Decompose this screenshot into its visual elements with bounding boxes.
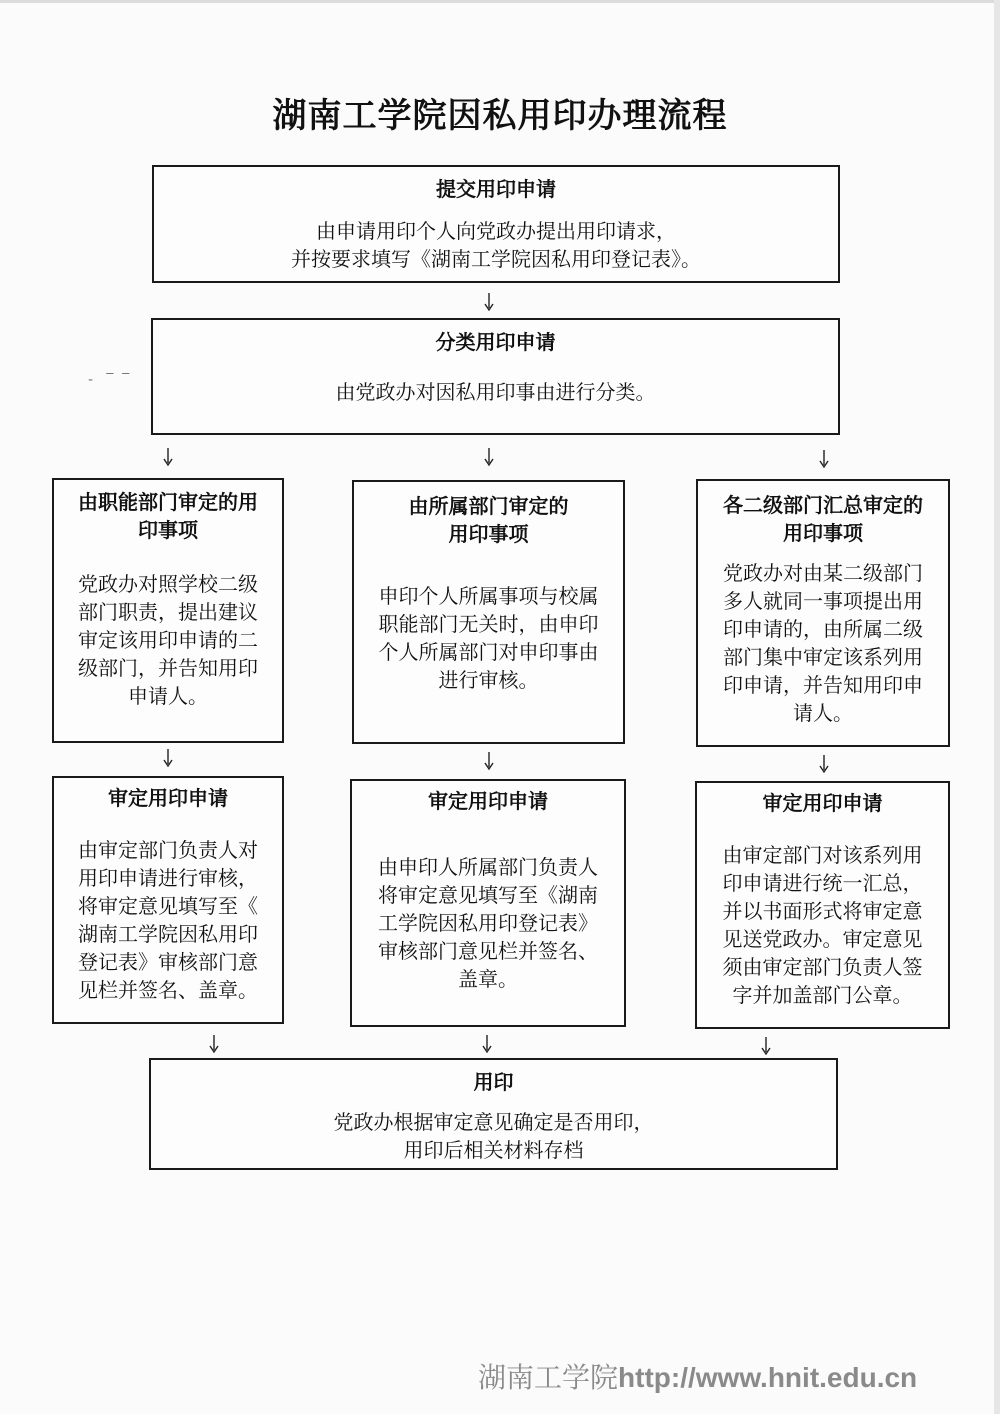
review-line: 盖章。 xyxy=(458,967,518,991)
step-seal-box xyxy=(149,1058,838,1170)
review-line: 由申印人所属部门负责人 xyxy=(378,855,598,879)
branch-line: 印申请，并告知用印申 xyxy=(723,673,923,697)
review-box-functional xyxy=(52,776,284,1024)
arrow-down-icon xyxy=(760,1036,772,1056)
branch-heading-line: 由职能部门审定的用 xyxy=(78,490,258,514)
step-submit-line: 由申请用印个人向党政办提出用印请求， xyxy=(316,219,676,243)
footer-watermark xyxy=(478,1356,917,1396)
branch-own-dept-box xyxy=(352,480,625,744)
arrow-down-icon xyxy=(208,1034,220,1054)
branch-heading-line: 印事项 xyxy=(138,518,198,542)
review-line: 并以书面形式将审定意 xyxy=(722,899,923,923)
branch-heading-line: 各二级部门汇总审定的 xyxy=(723,493,923,517)
branch-line: 申请人。 xyxy=(128,684,208,708)
step-classify-heading: 分类用印申请 xyxy=(435,330,556,354)
step-seal-line: 党政办根据审定意见确定是否用印， xyxy=(333,1110,654,1134)
review-line: 工学院因私用印登记表》 xyxy=(378,911,598,935)
review-line: 登记表》审核部门意 xyxy=(78,950,258,974)
arrow-down-icon xyxy=(483,292,495,312)
branch-line: 级部门，并告知用印 xyxy=(78,656,258,680)
review-line: 湖南工学院因私用印 xyxy=(78,922,258,946)
review-line: 见送党政办。审定意见 xyxy=(722,927,923,951)
step-submit-line: 并按要求填写《湖南工学院因私用印登记表》。 xyxy=(291,247,701,271)
branch-functional-dept-box xyxy=(52,478,284,743)
scan-edge-right xyxy=(994,0,1000,1414)
arrow-down-icon xyxy=(818,754,830,774)
branch-secondary-dept-box xyxy=(696,479,950,747)
arrow-down-icon xyxy=(162,748,174,768)
review-line: 用印申请进行审核， xyxy=(78,866,258,890)
review-heading: 审定用印申请 xyxy=(108,786,228,810)
review-line: 印申请进行统一汇总， xyxy=(722,871,923,895)
review-heading: 审定用印申请 xyxy=(762,791,883,815)
branch-line: 党政办对照学校二级 xyxy=(78,572,258,596)
scan-specks: - ‾ ‾ xyxy=(88,372,130,388)
step-classify-box xyxy=(151,318,840,435)
branch-line: 申印个人所属事项与校属 xyxy=(378,584,599,608)
review-line: 将审定意见填写至《湖南 xyxy=(378,883,598,907)
review-line: 由审定部门负责人对 xyxy=(78,838,258,862)
review-box-own-dept xyxy=(350,779,626,1027)
arrow-down-icon xyxy=(162,447,174,467)
branch-line: 审定该用印申请的二 xyxy=(78,628,258,652)
branch-line: 请人。 xyxy=(793,701,853,725)
review-line: 审核部门意见栏并签名、 xyxy=(378,939,598,963)
branch-line: 党政办对由某二级部门 xyxy=(723,561,923,585)
branch-heading-line: 用印事项 xyxy=(783,521,863,545)
step-classify-line: 由党政办对因私用印事由进行分类。 xyxy=(335,380,656,404)
branch-line: 部门集中审定该系列用 xyxy=(723,645,923,669)
branch-heading-line: 用印事项 xyxy=(448,522,529,546)
scan-edge-top xyxy=(0,0,1000,3)
branch-line: 印申请的，由所属二级 xyxy=(723,617,923,641)
arrow-down-icon xyxy=(483,751,495,771)
step-seal-line: 用印后相关材料存档 xyxy=(403,1138,584,1162)
review-heading: 审定用印申请 xyxy=(428,789,548,813)
review-box-secondary-dept xyxy=(695,781,950,1029)
step-seal-heading: 用印 xyxy=(473,1070,514,1094)
branch-line: 多人就同一事项提出用 xyxy=(723,589,923,613)
step-submit-heading: 提交用印申请 xyxy=(436,177,556,201)
branch-heading-line: 由所属部门审定的 xyxy=(408,494,569,518)
review-line: 字并加盖部门公章。 xyxy=(732,983,913,1007)
branch-line: 个人所属部门对申印事由 xyxy=(378,640,599,664)
step-submit-box xyxy=(152,165,840,283)
arrow-down-icon xyxy=(481,1034,493,1054)
review-line: 见栏并签名、盖章。 xyxy=(78,978,258,1002)
review-line: 须由审定部门负责人签 xyxy=(722,955,923,979)
branch-line: 部门职责，提出建议 xyxy=(78,600,258,624)
footer-url[interactable]: http://www.hnit.edu.cn xyxy=(618,1362,918,1393)
review-line: 由审定部门对该系列用 xyxy=(722,843,923,867)
review-line: 将审定意见填写至《 xyxy=(78,894,258,918)
branch-line: 进行审核。 xyxy=(438,668,539,692)
arrow-down-icon xyxy=(818,449,830,469)
footer-org: 湖南工学院 xyxy=(478,1361,619,1394)
page-title: 湖南工学院因私用印办理流程 xyxy=(272,96,728,136)
arrow-down-icon xyxy=(483,447,495,467)
branch-line: 职能部门无关时，由申印 xyxy=(378,612,599,636)
